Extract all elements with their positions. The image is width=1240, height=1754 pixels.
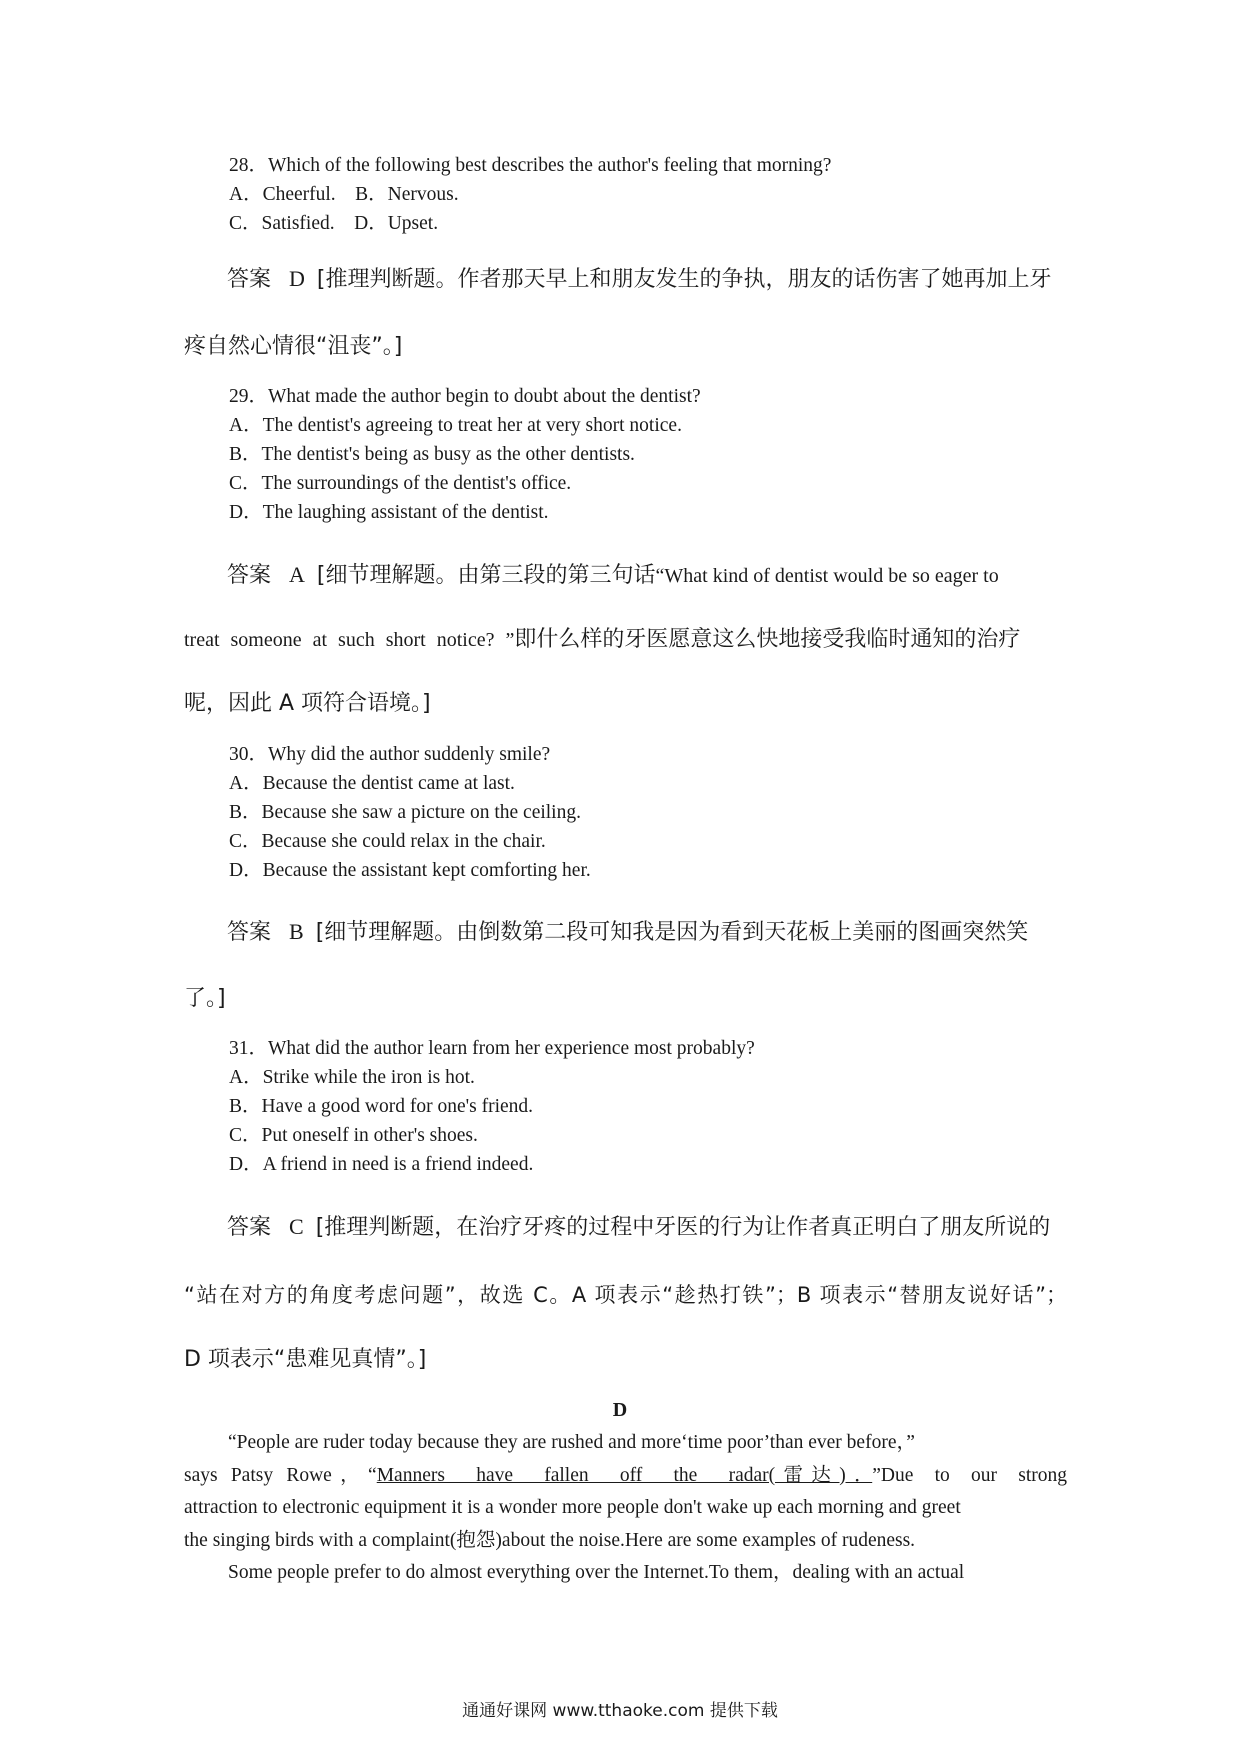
q31-option-b: B．Have a good word for one's friend. bbox=[229, 1096, 534, 1117]
q31-option-c: C．Put oneself in other's shoes. bbox=[229, 1125, 478, 1146]
answer-explanation-cont: 即什么样的牙医愿意这么快地接受我临时通知的治疗 bbox=[514, 627, 1021, 652]
answer-quote-cont: treat someone at such short notice? ” bbox=[184, 629, 515, 651]
answer-label: 答案 bbox=[227, 920, 272, 945]
q29-stem: 29．What made the author begin to doubt about the dentist? bbox=[229, 386, 701, 407]
passage-line: attraction to electronic equipment it is a wonder more people don't wake up each morning and greet bbox=[184, 1497, 961, 1518]
page-footer: 通通好课网 www.tthaoke.com 提供下载 bbox=[462, 1701, 778, 1721]
answer-explanation: [推理判断题。作者那天早上和朋友发生的争执，朋友的话伤害了她再加上牙 bbox=[316, 267, 1052, 292]
q29-answer bbox=[227, 561, 999, 590]
q28-answer bbox=[227, 265, 1052, 294]
answer-explanation: [细节理解题。由倒数第二段可知我是因为看到天花板上美丽的图画突然笑 bbox=[315, 920, 1029, 945]
q29-explanation-line2 bbox=[184, 626, 1067, 654]
q30-explanation-cont: 了。] bbox=[184, 986, 226, 1011]
q30-stem: 30．Why did the author suddenly smile? bbox=[229, 744, 551, 765]
q31-option-a: A．Strike while the iron is hot. bbox=[229, 1067, 475, 1088]
passage-line bbox=[184, 1460, 1067, 1493]
answer-letter: C bbox=[289, 1214, 304, 1239]
answer-explanation: [细节理解题。由第三段的第三句话 bbox=[316, 563, 656, 588]
q31-stem: 31．What did the author learn from her experience most probably? bbox=[229, 1038, 755, 1059]
q29-explanation-line3: 呢，因此 A 项符合语境。] bbox=[184, 691, 431, 716]
q31-explanation-line3: D 项表示“患难见真情”。] bbox=[184, 1347, 427, 1372]
q30-option-c: C．Because she could relax in the chair. bbox=[229, 831, 546, 852]
q29-option-c: C．The surroundings of the dentist's office. bbox=[229, 473, 572, 494]
answer-explanation: [推理判断题，在治疗牙疼的过程中牙医的行为让作者真正明白了朋友所说的 bbox=[315, 1215, 1051, 1240]
answer-label: 答案 bbox=[227, 267, 272, 292]
q30-option-a: A．Because the dentist came at last. bbox=[229, 773, 515, 794]
q28-options-row1: A．Cheerful. B．Nervous. bbox=[229, 184, 459, 205]
q30-answer bbox=[227, 918, 1028, 947]
q30-option-b: B．Because she saw a picture on the ceiling. bbox=[229, 802, 581, 823]
q28-options-row2: C．Satisfied. D．Upset. bbox=[229, 213, 439, 234]
passage-line-part: ”Due to our strong bbox=[872, 1464, 1067, 1486]
q31-answer bbox=[227, 1213, 1050, 1242]
q29-option-d: D．The laughing assistant of the dentist. bbox=[229, 502, 549, 523]
answer-letter: D bbox=[289, 266, 305, 291]
answer-letter: A bbox=[289, 562, 305, 587]
q31-explanation-line2: “站在对方的角度考虑问题”，故选 C。A 项表示“趁热打铁”；B 项表示“替朋友说好话”； bbox=[184, 1283, 1067, 1307]
passage-line-part: says Patsy Rowe，“ bbox=[184, 1464, 377, 1486]
q29-option-b: B．The dentist's being as busy as the other dentists. bbox=[229, 444, 635, 465]
answer-label: 答案 bbox=[227, 563, 272, 588]
q28-explanation-cont: 疼自然心情很“沮丧”。] bbox=[184, 334, 403, 359]
passage-line: “People are ruder today because they are rushed and more‘time poor’than ever before，” bbox=[228, 1432, 915, 1453]
answer-label: 答案 bbox=[227, 1215, 272, 1240]
passage-heading: D bbox=[612, 1399, 628, 1421]
passage-line: the singing birds with a complaint(抱怨)about the noise.Here are some examples of rudeness. bbox=[184, 1529, 916, 1551]
answer-quote: “What kind of dentist would be so eager to bbox=[655, 565, 999, 587]
q31-option-d: D．A friend in need is a friend indeed. bbox=[229, 1154, 534, 1175]
underlined-sentence: Manners have fallen off the radar(雷达)． bbox=[376, 1464, 873, 1486]
answer-letter: B bbox=[289, 919, 304, 944]
q30-option-d: D．Because the assistant kept comforting her. bbox=[229, 860, 591, 881]
passage-line: Some people prefer to do almost everything over the Internet.To them，dealing with an actual bbox=[228, 1562, 965, 1583]
passage-d-text bbox=[184, 1427, 1067, 1590]
q28-stem: 28．Which of the following best describes the author's feeling that morning? bbox=[229, 155, 832, 176]
q29-option-a: A．The dentist's agreeing to treat her at very short notice. bbox=[229, 415, 682, 436]
